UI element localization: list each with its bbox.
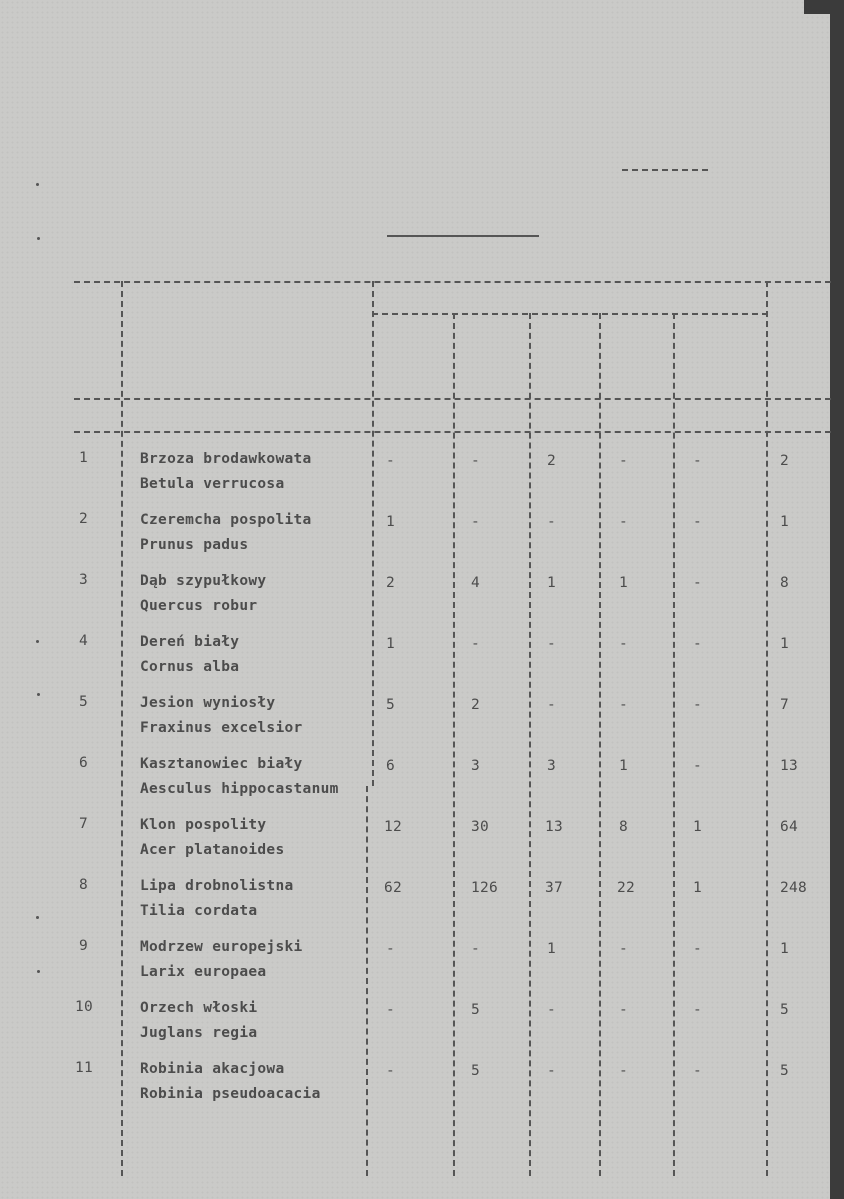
margin-mark	[36, 916, 39, 919]
row-value: -	[547, 636, 557, 652]
row-lp: 10	[75, 999, 94, 1015]
row-value: 64	[780, 819, 799, 835]
row-value: 13	[545, 819, 564, 835]
row-value: -	[386, 453, 396, 469]
row-name-latin: Larix europaea	[140, 964, 267, 980]
row-name-polish: Lipa drobnolistna	[140, 878, 294, 894]
row-name-polish: Dąb szypułkowy	[140, 573, 267, 589]
row-name-latin: Quercus robur	[140, 598, 258, 614]
row-value: 12	[384, 819, 403, 835]
row-value: 37	[545, 880, 564, 896]
row-value: 8	[619, 819, 629, 835]
row-value: 5	[780, 1063, 790, 1079]
row-value: -	[547, 1002, 557, 1018]
row-value: -	[693, 697, 703, 713]
row-value: 8	[780, 575, 790, 591]
row-name-latin: Cornus alba	[140, 659, 240, 675]
row-value: -	[386, 1063, 396, 1079]
row-value: -	[619, 941, 629, 957]
row-value: -	[693, 1063, 703, 1079]
row-value: -	[386, 941, 396, 957]
row-lp: 9	[79, 938, 89, 954]
row-name-polish: Modrzew europejski	[140, 939, 303, 955]
row-lp: 6	[79, 755, 89, 771]
row-value: 1	[693, 819, 703, 835]
row-value: -	[619, 514, 629, 530]
row-value: 4	[471, 575, 481, 591]
row-value: -	[547, 697, 557, 713]
row-value: 13	[780, 758, 799, 774]
row-lp: 2	[79, 511, 89, 527]
row-lp: 1	[79, 450, 89, 466]
row-value: 2	[386, 575, 396, 591]
col-divider	[766, 281, 768, 1176]
row-lp: 8	[79, 877, 89, 893]
row-value: 1	[386, 636, 396, 652]
row-value: 2	[471, 697, 481, 713]
row-name-polish: Kasztanowiec biały	[140, 756, 303, 772]
row-value: 1	[780, 941, 790, 957]
row-value: 1	[547, 941, 557, 957]
row-value: -	[693, 514, 703, 530]
row-value: -	[386, 1002, 396, 1018]
scan-edge	[830, 0, 844, 1199]
row-value: 7	[780, 697, 790, 713]
row-value: 248	[780, 880, 808, 896]
row-value: 2	[547, 453, 557, 469]
row-name-latin: Betula verrucosa	[140, 476, 285, 492]
row-value: 6	[386, 758, 396, 774]
row-value: 1	[780, 514, 790, 530]
row-value: -	[471, 636, 481, 652]
row-value: -	[547, 1063, 557, 1079]
row-lp: 3	[79, 572, 89, 588]
row-lp: 11	[75, 1060, 94, 1076]
row-value: -	[619, 697, 629, 713]
row-value: 62	[384, 880, 403, 896]
row-name-polish: Klon pospolity	[140, 817, 267, 833]
row-lp: 7	[79, 816, 89, 832]
row-value: 5	[780, 1002, 790, 1018]
row-value: -	[619, 1063, 629, 1079]
row-name-polish: Jesion wyniosły	[140, 695, 276, 711]
row-value: -	[547, 514, 557, 530]
row-value: 1	[619, 575, 629, 591]
row-lp: 5	[79, 694, 89, 710]
row-name-polish: Orzech włoski	[140, 1000, 258, 1016]
row-value: -	[471, 941, 481, 957]
row-name-latin: Aesculus hippocastanum	[140, 781, 339, 797]
table-top-rule	[74, 281, 831, 283]
title-underline	[387, 235, 539, 237]
row-value: 3	[547, 758, 557, 774]
col-divider	[529, 313, 531, 1176]
row-name-latin: Acer platanoides	[140, 842, 285, 858]
row-name-latin: Prunus padus	[140, 537, 249, 553]
margin-mark	[37, 693, 40, 696]
scan-edge-top	[804, 0, 844, 14]
row-value: -	[619, 453, 629, 469]
col-divider	[121, 281, 123, 1176]
col-divider	[372, 281, 374, 786]
row-value: -	[693, 1002, 703, 1018]
row-value: -	[619, 1002, 629, 1018]
row-value: -	[693, 575, 703, 591]
row-value: 5	[471, 1002, 481, 1018]
row-value: -	[471, 514, 481, 530]
row-name-latin: Robinia pseudoacacia	[140, 1086, 321, 1102]
margin-mark	[36, 640, 39, 643]
row-name-latin: Fraxinus excelsior	[140, 720, 303, 736]
row-value: 1	[547, 575, 557, 591]
row-value: 5	[471, 1063, 481, 1079]
margin-mark	[37, 237, 40, 240]
col-divider	[366, 786, 368, 1176]
row-name-polish: Czeremcha pospolita	[140, 512, 312, 528]
margin-mark	[36, 183, 39, 186]
row-value: -	[693, 941, 703, 957]
row-value: -	[693, 758, 703, 774]
row-value: 5	[386, 697, 396, 713]
margin-mark	[37, 970, 40, 973]
row-value: 2	[780, 453, 790, 469]
row-value: 22	[617, 880, 636, 896]
col-divider	[453, 313, 455, 1176]
table-label-underline	[622, 169, 708, 171]
row-value: 1	[693, 880, 703, 896]
row-name-polish: Robinia akacjowa	[140, 1061, 285, 1077]
row-name-polish: Brzoza brodawkowata	[140, 451, 312, 467]
row-value: 1	[619, 758, 629, 774]
row-value: 1	[386, 514, 396, 530]
row-name-latin: Juglans regia	[140, 1025, 258, 1041]
row-name-polish: Dereń biały	[140, 634, 240, 650]
row-value: 3	[471, 758, 481, 774]
group-rule	[372, 313, 768, 315]
row-value: -	[471, 453, 481, 469]
row-value: -	[693, 453, 703, 469]
row-value: 1	[780, 636, 790, 652]
row-value: -	[619, 636, 629, 652]
row-value: -	[693, 636, 703, 652]
col-divider	[673, 313, 675, 1176]
col-divider	[599, 313, 601, 1176]
row-name-latin: Tilia cordata	[140, 903, 258, 919]
row-value: 30	[471, 819, 490, 835]
row-lp: 4	[79, 633, 89, 649]
row-value: 126	[471, 880, 499, 896]
